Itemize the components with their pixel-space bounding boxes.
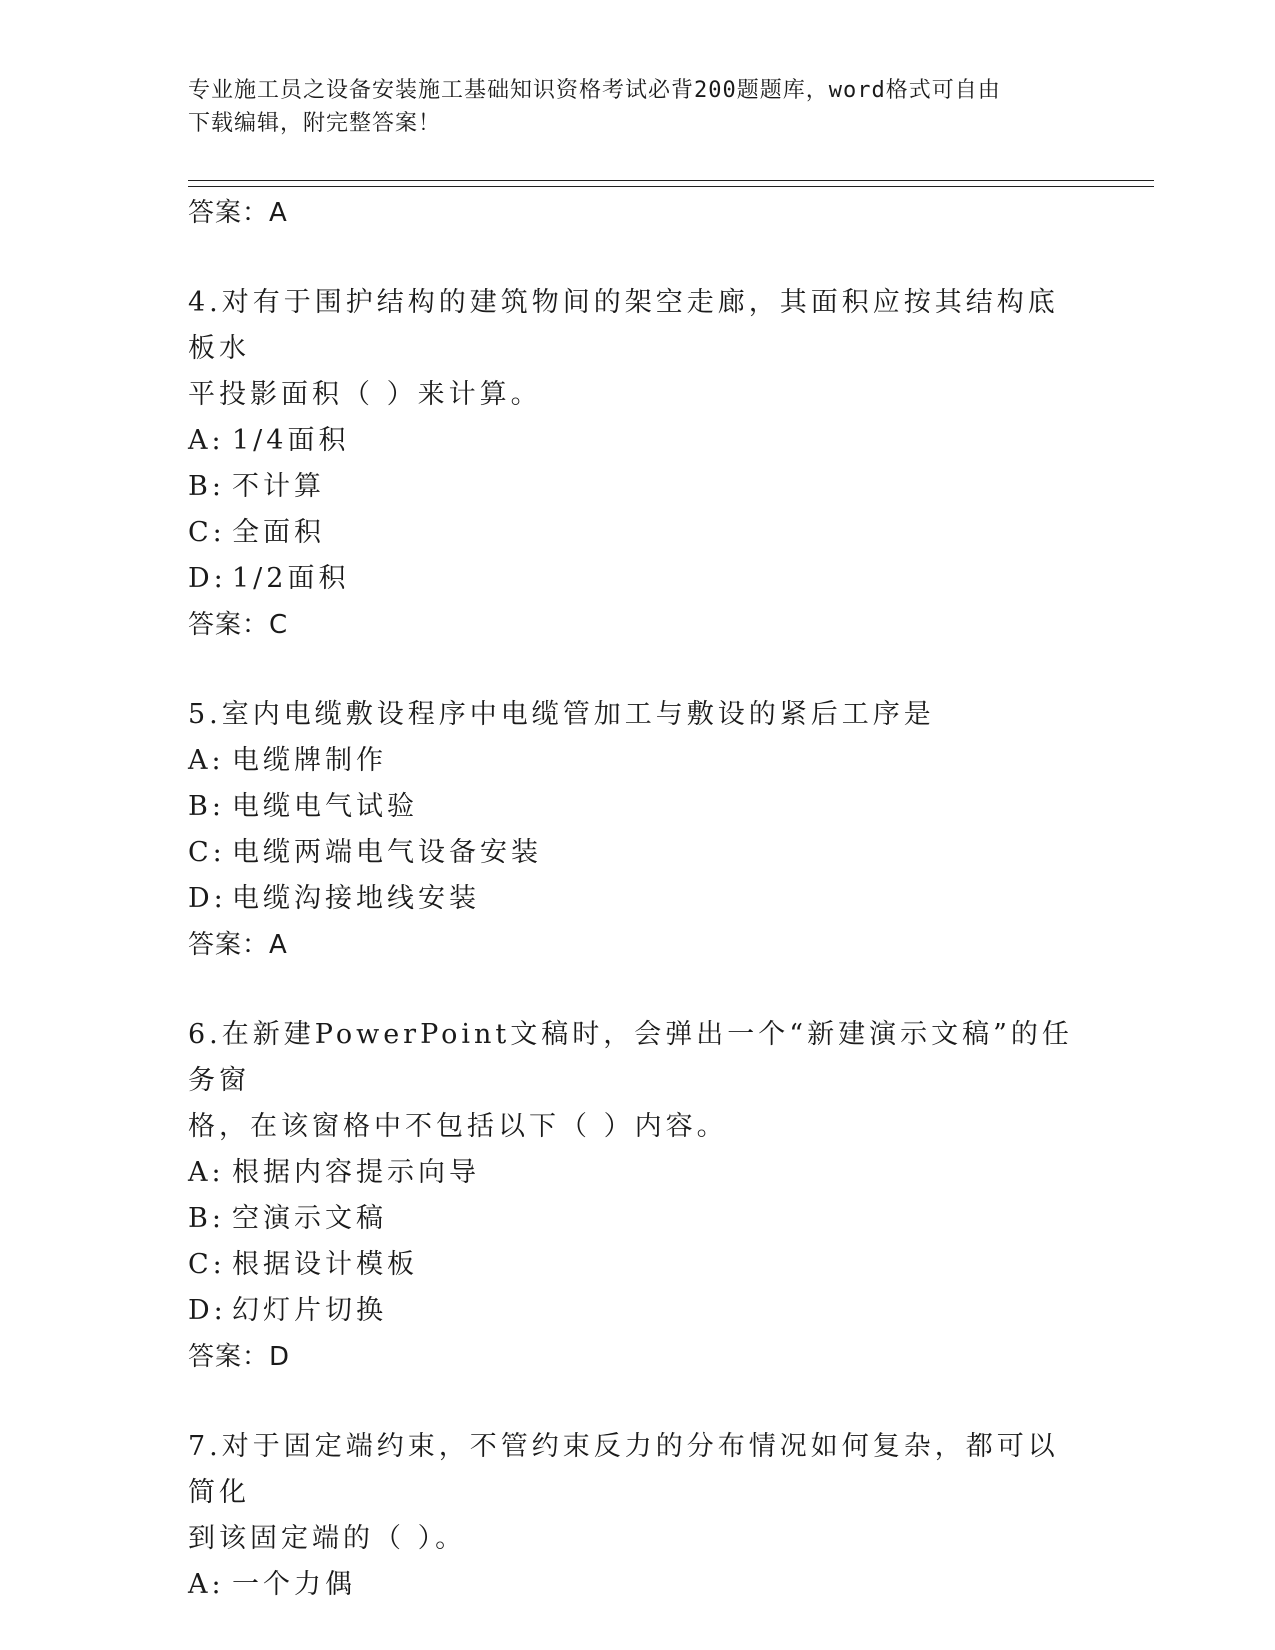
question-list <box>188 190 1088 1608</box>
answer-line: 答案：A <box>188 198 288 228</box>
option-text: 一个力偶 <box>232 1569 356 1600</box>
header-divider <box>188 180 1154 187</box>
question-item <box>188 1012 1088 1380</box>
option-text: 1/4面积 <box>232 425 350 456</box>
answer-line: 答案：A <box>188 930 288 960</box>
option-key: B: <box>188 1203 225 1234</box>
header-line-1: 专业施工员之设备安装施工基础知识资格考试必背200题题库，word格式可自由 <box>188 78 1001 103</box>
question-stem-line: 到该固定端的（ ）。 <box>188 1523 467 1554</box>
option-key: B: <box>188 471 225 502</box>
option-text: 不计算 <box>232 471 325 502</box>
option-text: 电缆电气试验 <box>232 791 418 822</box>
option-a <box>188 1562 1088 1608</box>
option-a <box>188 738 1088 784</box>
option-d <box>188 1288 1088 1334</box>
question-item <box>188 1424 1088 1608</box>
option-text: 1/2面积 <box>232 563 350 594</box>
question-stem-line: 平投影面积（ ）来计算。 <box>188 379 542 410</box>
option-key: C: <box>188 517 226 548</box>
answer-line: 答案：D <box>188 1342 291 1372</box>
question-stem-line: 4.对有于围护结构的建筑物间的架空走廊，其面积应按其结构底板水 <box>188 287 1059 364</box>
answer-line: 答案：C <box>188 610 289 640</box>
question-stem-line: 7.对于固定端约束，不管约束反力的分布情况如何复杂，都可以简化 <box>188 1431 1059 1508</box>
option-key: A: <box>188 425 225 456</box>
option-b <box>188 784 1088 830</box>
option-text: 电缆两端电气设备安装 <box>232 837 542 868</box>
option-c <box>188 1242 1088 1288</box>
option-d <box>188 556 1088 602</box>
question-item <box>188 280 1088 648</box>
option-b <box>188 464 1088 510</box>
option-a <box>188 1150 1088 1196</box>
option-text: 全面积 <box>232 517 325 548</box>
option-b <box>188 1196 1088 1242</box>
option-key: B: <box>188 791 225 822</box>
option-key: A: <box>188 1157 225 1188</box>
question-stem-line: 6.在新建PowerPoint文稿时，会弹出一个“新建演示文稿”的任务窗 <box>188 1019 1073 1096</box>
option-text: 空演示文稿 <box>232 1203 387 1234</box>
option-text: 根据设计模板 <box>232 1249 418 1280</box>
option-c <box>188 830 1088 876</box>
option-a <box>188 418 1088 464</box>
question-stem-line: 格，在该窗格中不包括以下（ ）内容。 <box>188 1111 728 1142</box>
option-key: A: <box>188 1569 225 1600</box>
header-line-2: 下载编辑，附完整答案！ <box>188 111 442 136</box>
option-text: 幻灯片切换 <box>232 1295 387 1326</box>
option-d <box>188 876 1088 922</box>
option-key: D: <box>188 1295 227 1326</box>
option-key: D: <box>188 563 227 594</box>
option-c <box>188 510 1088 556</box>
option-key: D: <box>188 883 227 914</box>
option-text: 根据内容提示向导 <box>232 1157 480 1188</box>
document-header <box>188 74 1068 140</box>
question-item <box>188 692 1088 968</box>
option-text: 电缆牌制作 <box>232 745 387 776</box>
option-key: A: <box>188 745 225 776</box>
question-stem-line: 5.室内电缆敷设程序中电缆管加工与敷设的紧后工序是 <box>188 699 935 730</box>
option-key: C: <box>188 1249 226 1280</box>
option-text: 电缆沟接地线安装 <box>232 883 480 914</box>
option-key: C: <box>188 837 226 868</box>
